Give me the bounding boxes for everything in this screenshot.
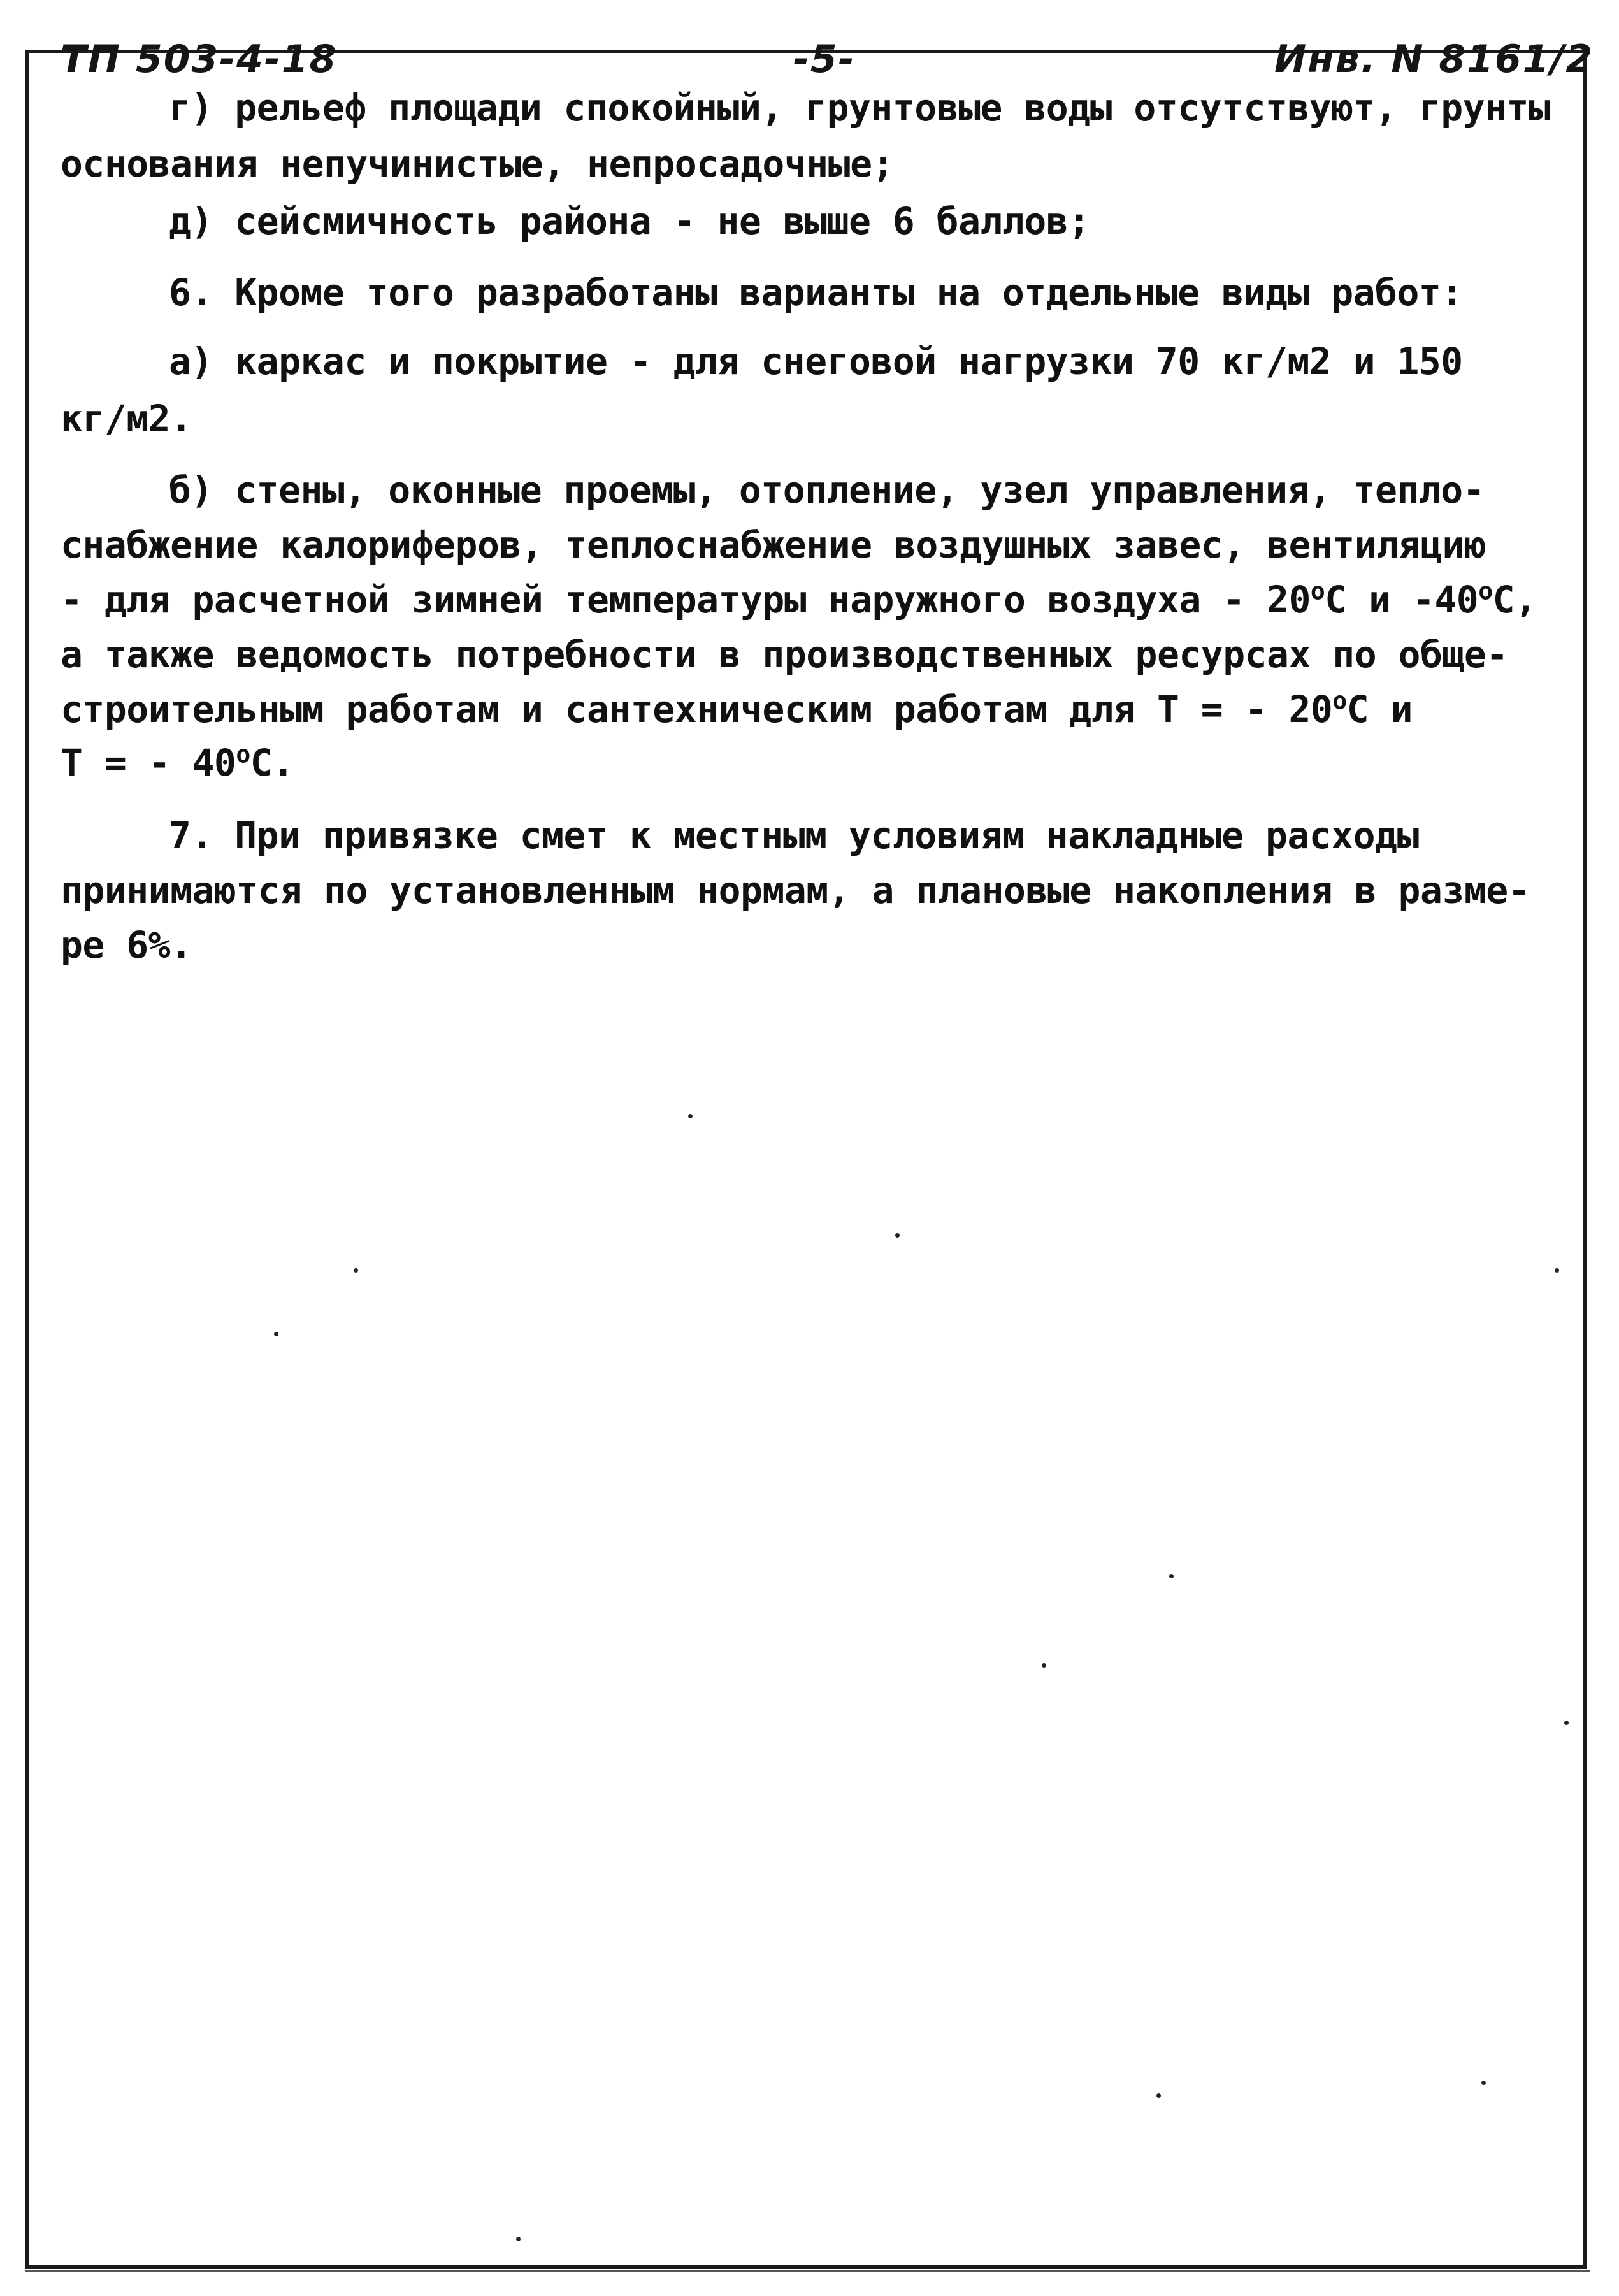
item-b-line-1: б) стены, оконные проемы, отопление, узел управления, тепло- [169, 468, 1485, 512]
scan-speck [1169, 1574, 1174, 1578]
item-a-line-2: кг/м2. [61, 397, 192, 440]
scan-speck [895, 1233, 900, 1238]
frame-bottom-line [25, 2270, 1590, 2272]
item-7-line-3: ре 6%. [61, 923, 192, 967]
scan-speck [1481, 2081, 1486, 2085]
degree-sign: о [1332, 686, 1347, 715]
scan-speck [354, 1268, 358, 1273]
item-b-line-3-text-3: С, [1492, 578, 1537, 621]
item-b-line-4: а также ведомость потребности в производственных ресурсах по обще- [61, 633, 1508, 676]
item-b-line-6 [61, 740, 1590, 784]
scan-speck [1042, 1663, 1046, 1668]
scan-speck [1564, 1721, 1569, 1725]
item-b-line-2: снабжение калориферов, теплоснабжение воздушных завес, вентиляцию [61, 523, 1486, 567]
item-b-line-3-text: - для расчетной зимней температуры наружного воздуха - 20 [61, 578, 1311, 621]
scan-speck [1156, 2093, 1161, 2098]
scan-speck [688, 1114, 693, 1118]
item-7-line-1: 7. При привязке смет к местным условиям накладные расходы [169, 814, 1419, 857]
item-b-line-3-text-2: С и -40 [1325, 578, 1479, 621]
degree-sign: о [236, 740, 250, 769]
item-b-line-5-text: строительным работам и сантехническим работам для Т = - 20 [61, 688, 1333, 731]
item-b-line-3 [61, 577, 1590, 621]
inventory-number: Инв. N 8161/2 [1274, 37, 1594, 82]
item-a-line-1: а) каркас и покрытие - для снеговой нагрузки 70 кг/м2 и 150 [169, 340, 1463, 383]
item-g-line-2: основания непучинистые, непросадочные; [61, 142, 894, 185]
scan-speck [516, 2237, 521, 2241]
scan-speck [274, 1332, 278, 1336]
item-b-line-5-text-2: С и [1346, 688, 1413, 731]
degree-sign: о [1478, 577, 1493, 605]
document-code: ТП 503-4-18 [61, 37, 338, 82]
item-d: д) сейсмичность района - не выше 6 баллов; [169, 199, 1090, 243]
item-7-line-2: принимаются по установленным нормам, а плановые накопления в разме- [61, 869, 1530, 912]
item-b-line-5 [61, 686, 1590, 731]
item-6: 6. Кроме того разработаны варианты на отдельные виды работ: [169, 271, 1463, 314]
page-number: -5- [793, 37, 856, 82]
item-b-line-6-text-2: С. [250, 741, 294, 784]
item-b-line-6-text: Т = - 40 [61, 741, 236, 784]
degree-sign: о [1310, 577, 1325, 605]
item-g-line-1: г) рельеф площади спокойный, грунтовые воды отсутствуют, грунты [169, 86, 1551, 129]
scan-speck [1555, 1268, 1559, 1273]
